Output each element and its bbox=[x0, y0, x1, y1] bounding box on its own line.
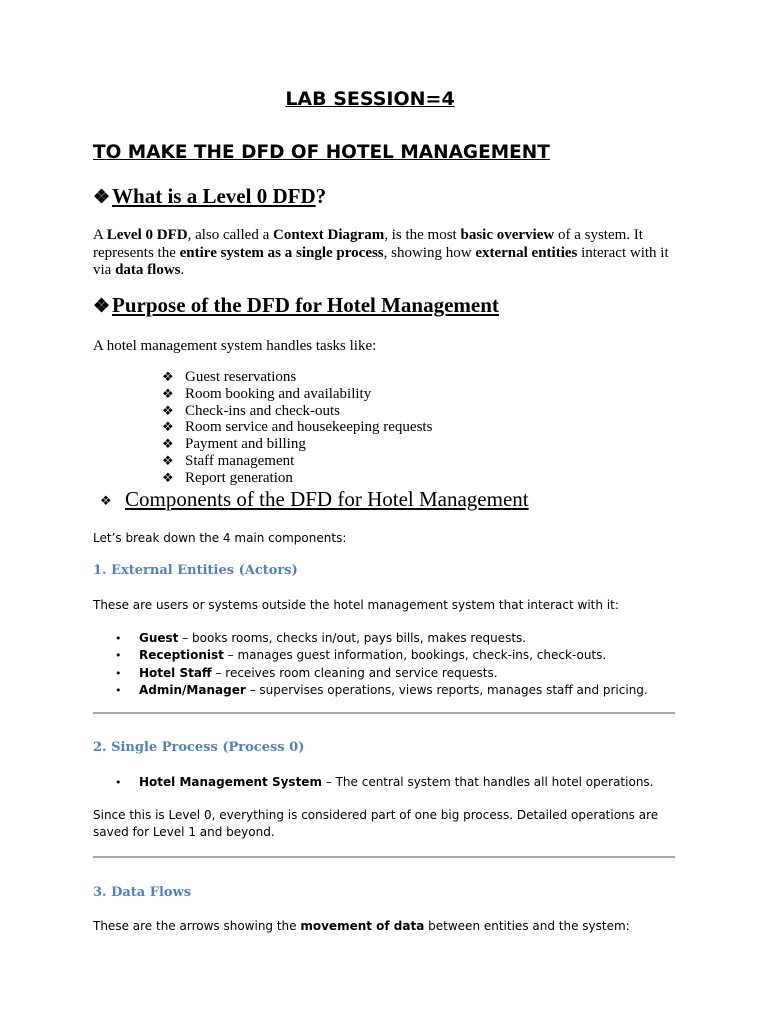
external-entities-intro: These are users or systems outside the hotel management system that interact with it: bbox=[93, 598, 619, 612]
lab-title: LAB SESSION=4 bbox=[285, 88, 455, 110]
diamond-bullet-icon: ❖ bbox=[100, 493, 112, 509]
single-process-list bbox=[115, 774, 654, 791]
document-title: TO MAKE THE DFD OF HOTEL MANAGEMENT bbox=[93, 142, 550, 163]
list-item: • Receptionist – manages guest information, bookings, check-ins, check-outs. bbox=[115, 647, 648, 664]
bullet-dot-icon: • bbox=[115, 683, 122, 697]
list-item: • Hotel Management System – The central system that handles all hotel operations. bbox=[115, 774, 654, 791]
subheading-single-process: 2. Single Process (Process 0) bbox=[93, 740, 305, 755]
diamond-bullet-icon: ❖ bbox=[93, 296, 111, 317]
diamond-bullet-icon: ❖ bbox=[162, 419, 174, 435]
diamond-bullet-icon: ❖ bbox=[93, 187, 111, 208]
task-list bbox=[162, 369, 432, 487]
bullet-dot-icon: • bbox=[115, 776, 122, 789]
diamond-bullet-icon: ❖ bbox=[162, 469, 174, 485]
list-item: ❖ Staff management bbox=[162, 452, 295, 469]
list-item: ❖ Guest reservations bbox=[162, 369, 297, 385]
list-item: ❖ Payment and billing bbox=[162, 436, 306, 453]
list-item: • Admin/Manager – supervises operations, views reports, manages staff and pricing. bbox=[115, 682, 648, 699]
subheading-external-entities: 1. External Entities (Actors) bbox=[93, 563, 298, 578]
data-flows-intro: These are the arrows showing the movement of data between entities and the system: bbox=[93, 919, 630, 933]
external-entities-list bbox=[115, 630, 648, 699]
list-item: ❖ Room service and housekeeping requests bbox=[162, 419, 433, 436]
list-item: • Hotel Staff – receives room cleaning and service requests. bbox=[115, 665, 648, 682]
list-item: ❖ Check-ins and check-outs bbox=[162, 402, 340, 419]
section-heading-level0: ❖What is a Level 0 DFD? bbox=[93, 184, 327, 208]
components-intro: Let’s break down the 4 main components: bbox=[93, 531, 347, 545]
list-item: ❖ Room booking and availability bbox=[162, 385, 372, 402]
bullet-dot-icon: • bbox=[115, 649, 122, 663]
subheading-data-flows: 3. Data Flows bbox=[93, 885, 192, 900]
horizontal-divider bbox=[93, 712, 675, 714]
horizontal-divider bbox=[93, 856, 675, 858]
section-heading-components: ❖ Components of the DFD for Hotel Management bbox=[100, 487, 529, 511]
diamond-bullet-icon: ❖ bbox=[162, 385, 174, 401]
bullet-dot-icon: • bbox=[115, 666, 122, 680]
single-process-note: Since this is Level 0, everything is considered part of one big process. Detailed operations are saved for Level 1 and beyond. bbox=[93, 808, 659, 839]
section-heading-purpose: ❖Purpose of the DFD for Hotel Management bbox=[93, 293, 499, 317]
diamond-bullet-icon: ❖ bbox=[162, 436, 174, 452]
list-item: • Guest – books rooms, checks in/out, pays bills, makes requests. bbox=[115, 630, 648, 647]
purpose-intro: A hotel management system handles tasks like: bbox=[93, 338, 377, 354]
bullet-dot-icon: • bbox=[115, 632, 122, 645]
diamond-bullet-icon: ❖ bbox=[162, 452, 174, 468]
list-item: ❖ Report generation bbox=[162, 469, 293, 486]
level0-definition-paragraph: A Level 0 DFD, also called a Context Diagram, is the most basic overview of a system. It represents the entire system as a single process, showing how external entities interact with it via data flows. bbox=[93, 227, 669, 278]
diamond-bullet-icon: ❖ bbox=[162, 402, 174, 418]
diamond-bullet-icon: ❖ bbox=[162, 369, 174, 384]
